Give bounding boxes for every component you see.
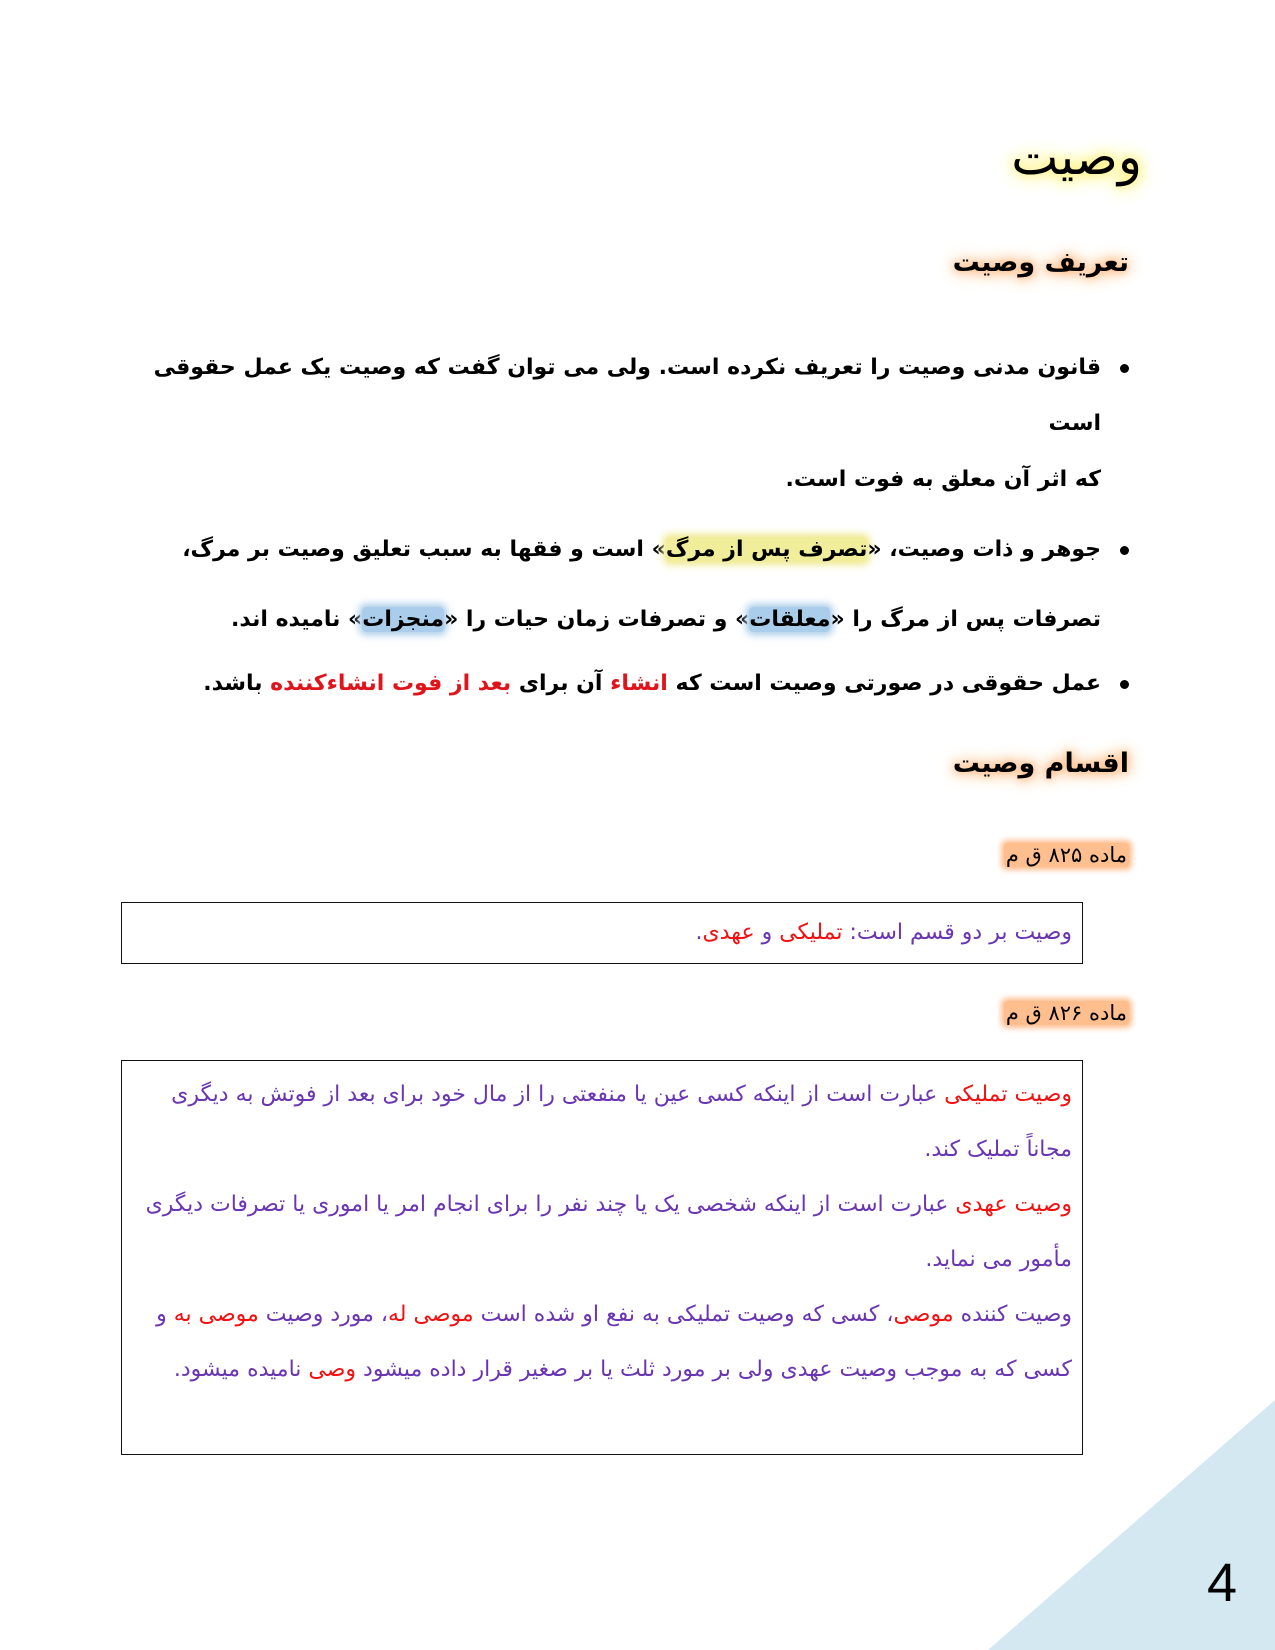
page-title: وصیت (1011, 128, 1142, 186)
emphasis-red: انشاء (610, 671, 668, 696)
highlight-moallaghat: معلقات (749, 607, 831, 632)
bullet2-text: جوهر و ذات وصیت، « (867, 537, 1101, 562)
bullet-item-1 (140, 340, 1129, 452)
article-label-text: ماده ۸۲۵ ق م (1005, 843, 1127, 867)
page-number: 4 (1206, 1553, 1237, 1613)
emphasis-red: وصیت تملیکی (944, 1082, 1072, 1107)
article-label-text: ماده ۸۲۶ ق م (1005, 1001, 1127, 1025)
emphasis-red: موصی (893, 1302, 954, 1327)
definition-bullet-list (140, 340, 1129, 712)
emphasis-red: عهدی (702, 920, 755, 945)
bullet1-line1: قانون مدنی وصیت را تعریف نکرده است. ولی می توان گفت که وصیت یک عمل حقوقی است (153, 355, 1101, 436)
bullet2-text: » است و فقها به سبب تعلیق وصیت بر مرگ، (182, 537, 666, 562)
box-text: نامیده میشود. (173, 1357, 309, 1382)
ahdi-definition (132, 1177, 1072, 1287)
highlight-after-death-disposal: تصرف پس از مرگ (665, 537, 868, 562)
bullet-item-2 (140, 522, 1129, 578)
box-text: ، کسی که وصیت تملیکی به نفع او شده است (473, 1302, 894, 1327)
article-825-label (1004, 840, 1129, 870)
box-text: و (754, 920, 780, 945)
box-text: ، مورد وصیت (258, 1302, 388, 1327)
bullet2-text: تصرفات پس از مرگ را « (830, 607, 1101, 632)
box-text: عبارت است از اینکه کسی عین یا منفعتی را از مال خود برای بعد از فوتش به دیگری مجاناً تملیک کند. (171, 1082, 1072, 1162)
box-text: . (695, 920, 703, 945)
bullet-item-3 (140, 656, 1129, 712)
bullet-item-1-continuation (140, 452, 1129, 508)
bullet3-text: آن برای (511, 671, 611, 696)
article-826-box (121, 1060, 1083, 1455)
article-825-box (121, 902, 1083, 964)
emphasis-red: تملیکی (779, 920, 843, 945)
emphasis-red: وصیت عهدی (955, 1192, 1072, 1217)
bullet2-text: » نامیده اند. (231, 607, 363, 632)
definition-heading: تعریف وصیت (952, 247, 1129, 278)
terms-definition (132, 1287, 1072, 1397)
bullet-item-2-continuation (140, 592, 1129, 648)
emphasis-red: موصی له (387, 1302, 474, 1327)
bullet3-text: عمل حقوقی در صورتی وصیت است که (667, 671, 1101, 696)
bullet2-text: » و تصرفات زمان حیات را « (444, 607, 750, 632)
emphasis-red: بعد از فوت انشاءکننده (270, 671, 512, 696)
box-text: وصیت کننده (953, 1302, 1072, 1327)
types-heading: اقسام وصیت (952, 748, 1129, 779)
box-text: عبارت است از اینکه شخصی یک یا چند نفر را برای انجام امر یا اموری یا تصرفات دیگری مأمور می نماید. (145, 1192, 1072, 1272)
bullet1-line2: که اثر آن معلق به فوت است. (785, 467, 1101, 492)
box-text: و کسی که به موجب وصیت عهدی ولی بر مورد ثلث یا بر صغیر قرار داده میشود (156, 1302, 1072, 1382)
tamliki-definition (132, 1067, 1072, 1177)
highlight-monjazat: منجزات (362, 607, 445, 632)
bullet3-text: باشد. (203, 671, 271, 696)
article-826-label (1004, 998, 1129, 1028)
box-text: وصیت بر دو قسم است: (842, 920, 1072, 945)
emphasis-red: وصی (308, 1357, 357, 1382)
emphasis-red: موصی به (173, 1302, 259, 1327)
